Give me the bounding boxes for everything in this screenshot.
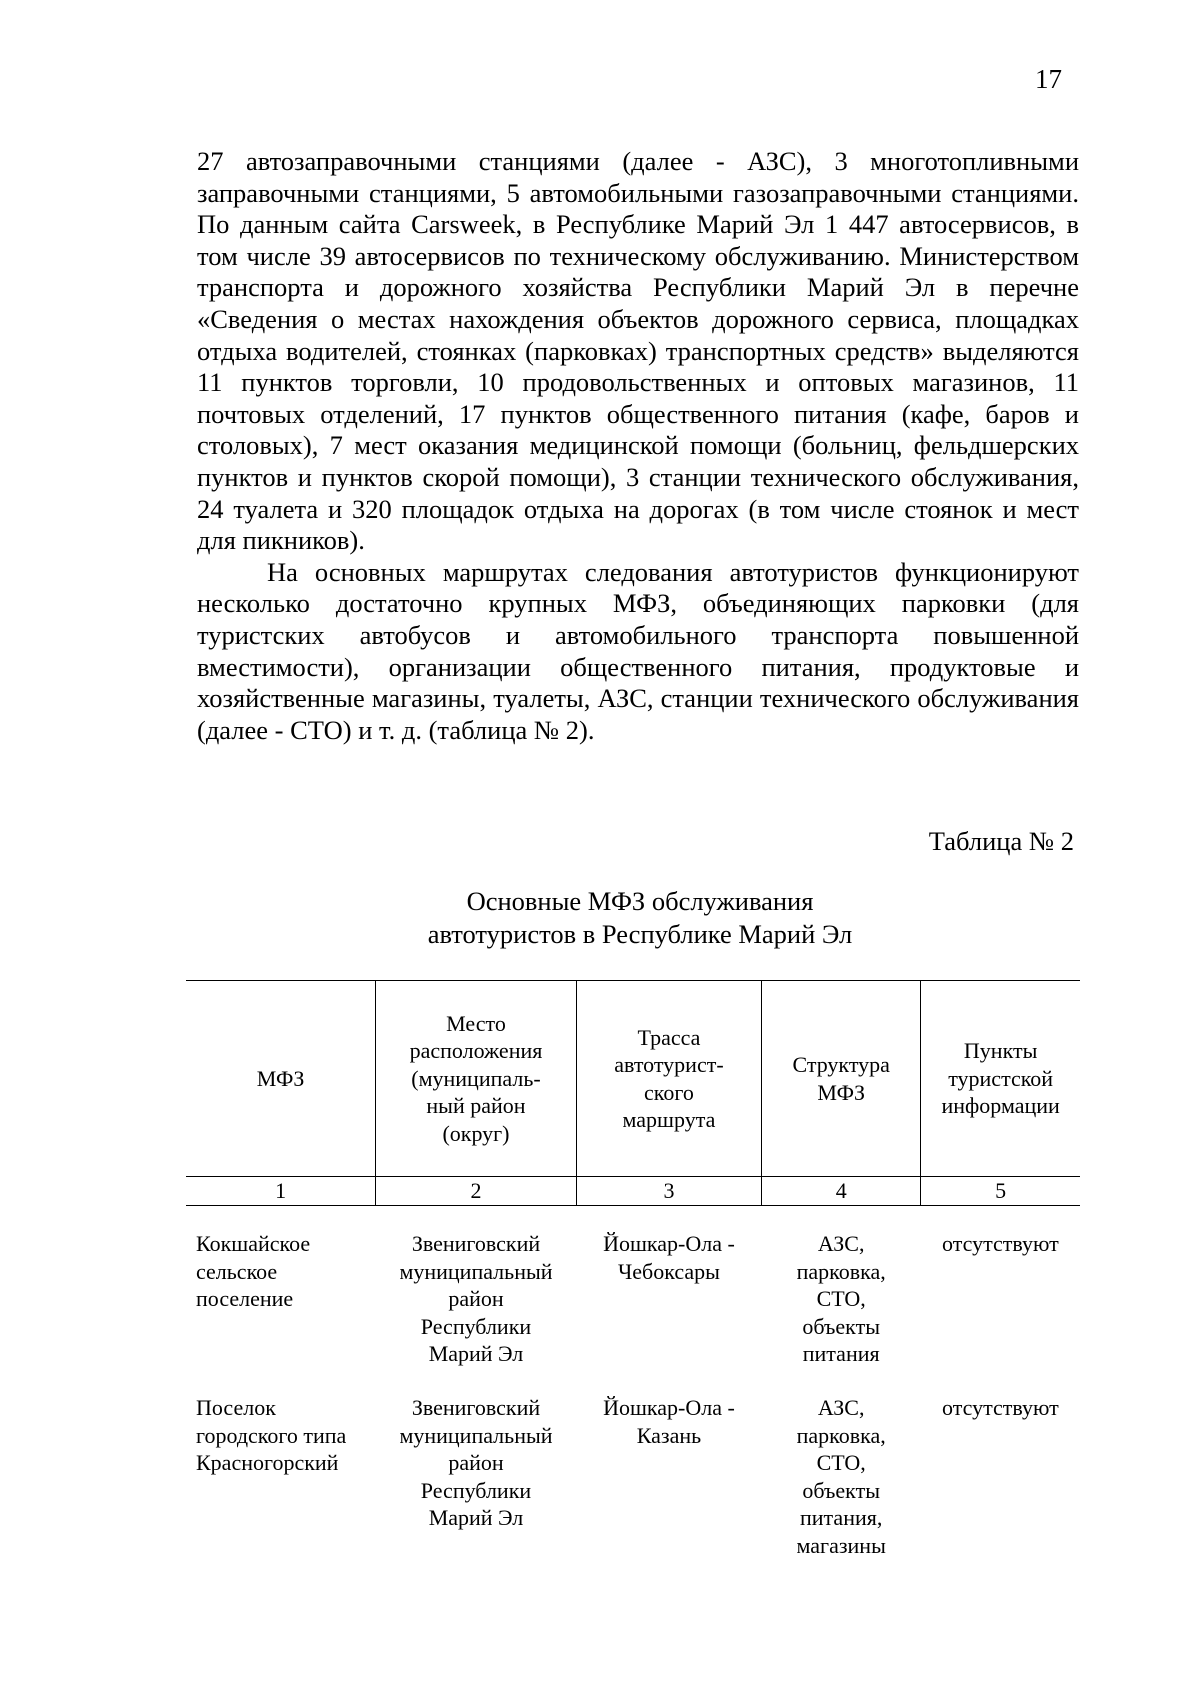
cell-text-line: питания,	[800, 1505, 883, 1530]
cell-text-line: поселение	[196, 1286, 294, 1311]
cell-text-line: городского типа	[196, 1422, 347, 1448]
header-text-line: автотурист-	[614, 1052, 724, 1077]
cell-text-line: район	[448, 1286, 504, 1311]
header-text-line: Место	[446, 1010, 506, 1036]
header-text-line: расположения	[409, 1038, 543, 1064]
cell-text-line: СТО,	[816, 1286, 866, 1311]
header-text-line: информации	[941, 1093, 1060, 1119]
cell-structure	[762, 1206, 921, 1371]
cell-text-line: Казань	[636, 1422, 702, 1448]
column-number: 1	[186, 1177, 376, 1206]
column-number: 2	[376, 1177, 577, 1206]
table-title-line: автотуристов в Республике Марий Эл	[427, 919, 853, 949]
cell-route	[576, 1370, 761, 1559]
column-number: 4	[762, 1177, 921, 1206]
header-structure	[762, 981, 921, 1177]
cell-text-line: Красногорский	[196, 1450, 339, 1475]
header-tourist-info	[921, 981, 1080, 1177]
cell-text-line: муниципальный	[399, 1258, 553, 1284]
column-number: 5	[921, 1177, 1080, 1206]
cell-structure	[762, 1370, 921, 1559]
column-number: 3	[576, 1177, 761, 1206]
cell-location	[376, 1370, 577, 1559]
table-header-row	[186, 981, 1080, 1177]
cell-mfz	[186, 1206, 376, 1371]
header-text-line: Структура	[792, 1052, 890, 1077]
cell-tourist-info	[921, 1370, 1080, 1559]
cell-text-line: Йошкар-Ола -	[603, 1395, 735, 1420]
cell-location	[376, 1206, 577, 1371]
cell-text-line: объекты	[802, 1313, 880, 1339]
cell-text-line: Марий Эл	[428, 1341, 524, 1366]
cell-text-line: АЗС,	[817, 1231, 865, 1256]
cell-route	[576, 1206, 761, 1371]
page-number: 17	[1035, 64, 1062, 94]
cell-text-line: парковка,	[796, 1258, 886, 1284]
cell-text-line: объекты	[802, 1477, 880, 1503]
header-text-line: туристской	[948, 1065, 1054, 1091]
paragraph-2: На основных маршрутах следования автотуристов функционируют несколько достаточно крупных МФЗ, объединяющих парковки (для туристских автобусов и автомобильного транспорта повышенной вместимости), организации общественного питания, продуктовые и хозяйственные магазины, туалеты, АЗС, станции технического обслуживания (далее - СТО) и т. д. (таблица № 2).	[197, 556, 1079, 745]
cell-text-line: питания	[802, 1341, 880, 1366]
header-text-line: МФЗ	[256, 1065, 305, 1091]
cell-text-line: Звениговский	[411, 1231, 541, 1256]
header-text-line: ского	[644, 1079, 694, 1105]
header-text-line: (муниципаль-	[411, 1065, 541, 1091]
cell-text-line: Чебоксары	[617, 1258, 720, 1284]
cell-text-line: парковка,	[796, 1422, 886, 1448]
cell-text-line: Звениговский	[411, 1395, 541, 1420]
cell-text-line: СТО,	[816, 1450, 866, 1475]
cell-text-line: Марий Эл	[428, 1505, 524, 1530]
cell-text-line: район	[448, 1450, 504, 1475]
cell-text-line: Республики	[420, 1313, 532, 1339]
table-row	[186, 1206, 1080, 1371]
cell-text-line: сельское	[196, 1258, 278, 1284]
header-text-line: ный район	[426, 1093, 526, 1119]
header-text-line: МФЗ	[817, 1079, 866, 1105]
header-text-line: маршрута	[622, 1107, 716, 1132]
column-number-row	[186, 1177, 1080, 1206]
table-title-line: Основные МФЗ обслуживания	[466, 886, 814, 916]
cell-text-line: муниципальный	[399, 1422, 553, 1448]
header-mfz	[186, 981, 376, 1177]
table-row	[186, 1370, 1080, 1559]
cell-text-line: Республики	[420, 1477, 532, 1503]
table-title	[320, 885, 960, 951]
header-text-line: (округ)	[442, 1120, 510, 1146]
mfz-table	[186, 980, 1080, 1559]
header-location	[376, 981, 577, 1177]
cell-text-line: отсутствуют	[942, 1231, 1059, 1256]
cell-text-line: АЗС,	[817, 1395, 865, 1420]
cell-text-line: отсутствуют	[942, 1395, 1059, 1420]
cell-text-line: Поселок	[196, 1395, 276, 1420]
cell-tourist-info	[921, 1206, 1080, 1371]
header-route	[576, 981, 761, 1177]
cell-text-line: Кокшайское	[196, 1231, 311, 1256]
body-text	[197, 146, 1079, 746]
cell-text-line: магазины	[796, 1532, 886, 1558]
header-text-line: Пункты	[963, 1038, 1038, 1064]
paragraph-1: 27 автозаправочными станциями (далее - АЗС), 3 многотопливными заправочными станциями, 5 автомобильными газозаправочными станциями. По данным сайта Carsweek, в Республике Марий Эл 1 447 автосервисов, в том числе 39 автосервисов по техническому обслуживанию. Министерством транспорта и дорожного хозяйства Республики Марий Эл в перечне «Сведения о местах нахождения объектов дорожного сервиса, площадках отдыха водителей, стоянках (парковках) транспортных средств» выделяются 11 пунктов торговли, 10 продовольственных и оптовых магазинов, 11 почтовых отделений, 17 пунктов общественного питания (кафе, баров и столовых), 7 мест оказания медицинской помощи (больниц, фельдшерских пунктов и пунктов скорой помощи), 3 станции технического обслуживания, 24 туалета и 320 площадок отдыха на дорогах (в том числе стоянок и мест для пикников).	[197, 146, 1079, 556]
header-text-line: Трасса	[637, 1024, 701, 1050]
cell-mfz	[186, 1370, 376, 1559]
cell-text-line: Йошкар-Ола -	[603, 1231, 735, 1256]
table-label: Таблица № 2	[928, 826, 1074, 856]
